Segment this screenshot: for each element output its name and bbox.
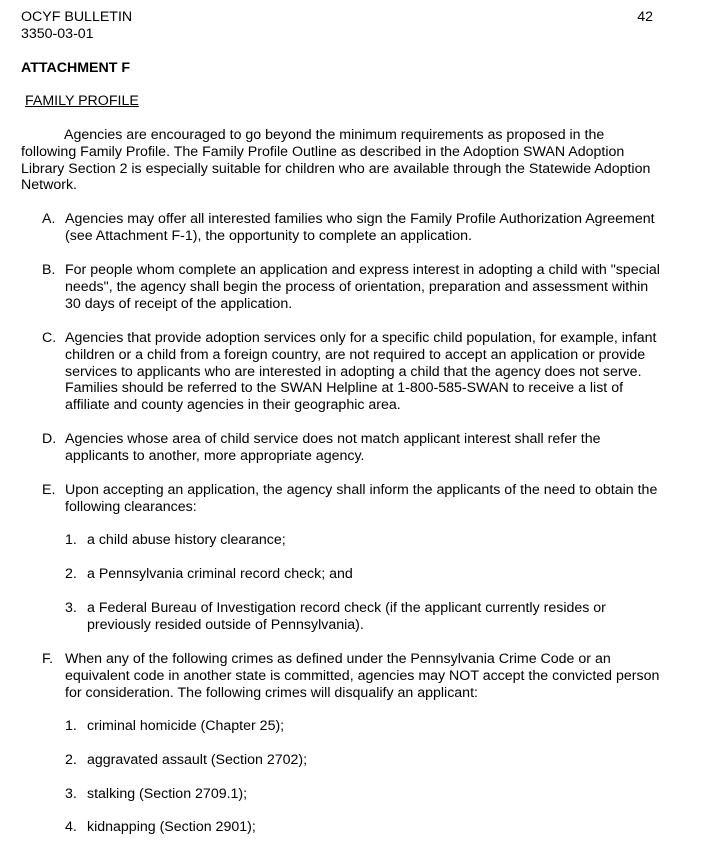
item-label: F. [42, 651, 54, 667]
bulletin-number: 3350-03-01 [21, 26, 94, 42]
bulletin-title: OCYF BULLETIN [21, 9, 133, 25]
item-text [65, 651, 659, 701]
item-line: Families should be referred to the SWAN Helpline at 1-800-585-SWAN to receive a list of [65, 380, 624, 397]
item-label: B. [42, 262, 56, 278]
item-line: equivalent code in another state is committed, agencies may NOT accept the convicted person [65, 667, 660, 684]
intro-paragraph [21, 127, 686, 194]
item-line: Agencies may offer all interested families who sign the Family Profile Authorization Agreement [65, 211, 655, 227]
crime-text [87, 786, 247, 803]
attachment-title: ATTACHMENT F [21, 60, 131, 76]
item-label: D. [42, 431, 57, 447]
item-text [65, 431, 600, 465]
crime-line: stalking (Section 2709.1); [87, 786, 248, 802]
crime-line: criminal homicide (Chapter 25); [87, 718, 285, 734]
item-line: For people whom complete an application and express interest in adopting a child with "special [65, 262, 660, 278]
intro-line: Agencies are encouraged to go beyond the minimum requirements as proposed in the [64, 127, 605, 143]
crime-line: aggravated assault (Section 2702); [87, 752, 308, 768]
item-text [65, 262, 660, 312]
item-line: following clearances: [65, 498, 197, 515]
item-line: services to applicants who are interested in adopting a child that the agency does not serve. [65, 363, 642, 380]
clearance-text [87, 600, 606, 634]
item-text [65, 211, 655, 245]
intro-line: Library Section 2 is especially suitable for children who are available through the Statewide Adoption [21, 160, 651, 177]
item-line: children or a child from a foreign country, are not required to accept an application or provide [65, 346, 646, 363]
crime-text [87, 752, 307, 769]
clearance-text [87, 532, 286, 549]
item-line: for consideration. The following crimes will disqualify an applicant: [65, 684, 478, 701]
page-number: 42 [637, 9, 653, 25]
item-text [65, 330, 656, 414]
item-label: E. [42, 482, 56, 498]
item-text [65, 482, 657, 516]
item-line: Upon accepting an application, the agency shall inform the applicants of the need to obtain the [65, 482, 658, 498]
crime-text [87, 718, 284, 735]
item-line: affiliate and county agencies in their geographic area. [65, 397, 401, 414]
intro-line: following Family Profile. The Family Profile Outline as described in the Adoption SWAN Adoption [21, 143, 625, 160]
crime-label: 2. [65, 752, 77, 768]
clearance-line: previously resided outside of Pennsylvania). [87, 616, 364, 633]
item-line: When any of the following crimes as defined under the Pennsylvania Crime Code or an [65, 651, 611, 667]
item-line: Agencies that provide adoption services only for a specific child population, for example, infant [65, 330, 657, 346]
item-line: needs", the agency shall begin the process of orientation, preparation and assessment within [65, 278, 649, 295]
clearance-line: a Federal Bureau of Investigation record check (if the applicant currently resides or [87, 600, 606, 616]
item-line: 30 days of receipt of the application. [65, 295, 293, 312]
crime-label: 3. [65, 786, 77, 802]
item-label: C. [42, 330, 57, 346]
clearance-label: 3. [65, 600, 77, 616]
clearance-label: 1. [65, 532, 77, 548]
item-line: applicants to another, more appropriate agency. [65, 447, 365, 464]
intro-line: Network. [21, 177, 77, 194]
clearance-line: a Pennsylvania criminal record check; and [87, 566, 353, 582]
section-title: FAMILY PROFILE [25, 93, 139, 109]
item-label: A. [42, 211, 56, 227]
crime-label: 1. [65, 718, 77, 734]
clearance-line: a child abuse history clearance; [87, 532, 286, 548]
clearance-label: 2. [65, 566, 77, 582]
crime-text [87, 819, 256, 836]
item-line: Agencies whose area of child service does not match applicant interest shall refer the [65, 431, 601, 447]
item-line: (see Attachment F-1), the opportunity to complete an application. [65, 227, 472, 244]
crime-line: kidnapping (Section 2901); [87, 819, 256, 835]
crime-label: 4. [65, 819, 77, 835]
clearance-text [87, 566, 353, 583]
